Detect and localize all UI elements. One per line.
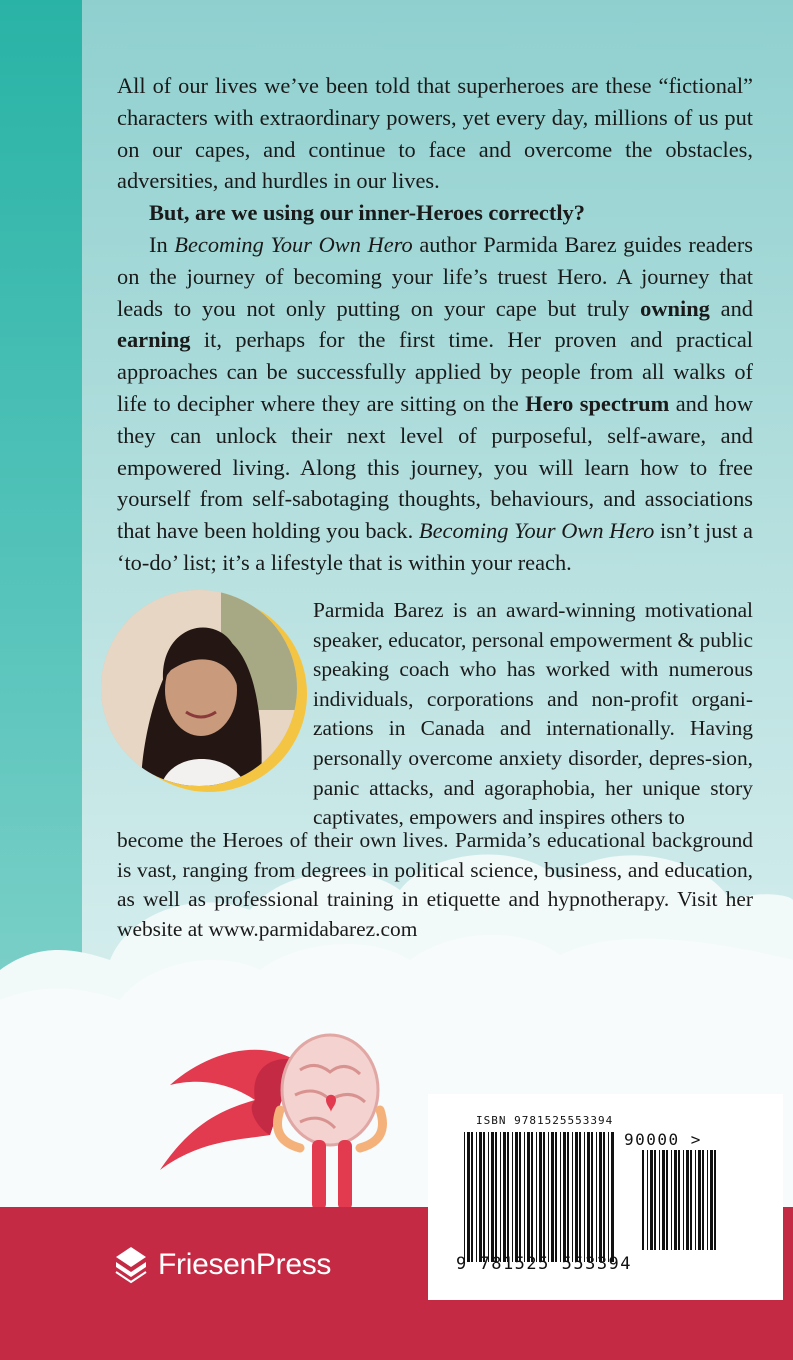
blurb-question: But, are we using our inner-Heroes correctly? [149, 200, 585, 226]
price-code: 90000 > [624, 1130, 702, 1149]
blurb-paragraph-1: All of our lives we’ve been told that superheroes are these “fictional” characters with extraordinary powers, yet every day, millions of us put on our capes, and continue to face and overcome the obstacles, adversities, and hurdles in our lives. [117, 73, 753, 194]
publisher-name: FriesenPress [158, 1248, 332, 1281]
friesenpress-logo-icon [114, 1245, 148, 1285]
price-barcode-bars [642, 1150, 717, 1250]
isbn-label: ISBN 9781525553394 [476, 1114, 614, 1127]
emphasis-owning: owning [640, 295, 710, 321]
author-bio-bottom: become the Heroes of their own lives. Parmida’s educational background is vast, ranging from degrees in political science, business, and education, as well as professional training in etiquette and hypnotherapy. Visit her website at www.parmidabarez.com [117, 828, 753, 941]
publisher-logo [114, 1243, 331, 1287]
book-blurb [117, 70, 753, 579]
blurb-paragraph-3: In Becoming Your Own Hero author Parmida Barez guides readers on the journey of becoming your life’s truest Hero. A journey that leads to you not only putting on your cape but truly owning and earning it, perhaps for the first time. Her proven and practical approaches can be successfully applied by people from all walks of life to decipher where they are sitting on the Hero spectrum and how they can unlock their next level of purposeful, self-aware, and empowered living. Along this journey, you will learn how to free yourself from self-sabotaging thoughts, behaviours, and associations that have been holding you back. Becoming Your Own Hero isn’t just a ‘to-do’ list; it’s a lifestyle that is within your reach. [117, 231, 754, 575]
isbn-barcode [428, 1094, 783, 1300]
author-photo [101, 590, 303, 798]
isbn-digits: 9 781525 553394 [456, 1254, 633, 1274]
author-portrait [101, 590, 297, 786]
emphasis-earning: earning [117, 327, 191, 353]
emphasis-hero-spectrum: Hero spectrum [525, 390, 670, 416]
barcode-bars [464, 1132, 614, 1262]
author-bio-top: Parmida Barez is an award-winning motivational speaker, educator, personal empowerment & public speaking coach who has worked with numerous individuals, corporations and non-profit organi-zations in Canada and internationally. Having personally overcome anxiety disorder, depres-sion, panic attacks, and agoraphobia, her unique story captivates, empowers and inspires others to [313, 598, 753, 830]
book-title-italic: Becoming Your Own Hero [174, 231, 413, 257]
book-title-italic: Becoming Your Own Hero [418, 518, 655, 544]
